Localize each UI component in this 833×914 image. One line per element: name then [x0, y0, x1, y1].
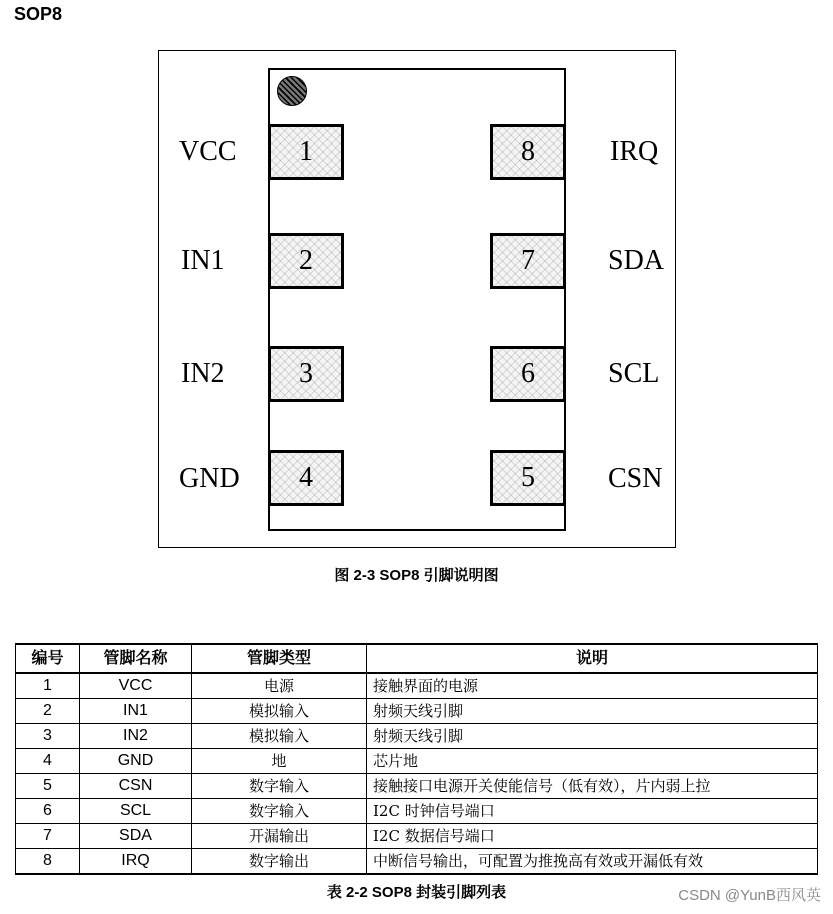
- pin-label-8: IRQ: [610, 136, 659, 167]
- cell-pin-type: 地: [192, 749, 367, 774]
- pin-label-2: IN1: [181, 245, 225, 276]
- table-row: [16, 774, 818, 799]
- pin-pad-5: 5: [490, 450, 566, 506]
- pin-label-5: CSN: [608, 463, 663, 494]
- cell-number: 6: [16, 799, 80, 824]
- cell-description: 射频天线引脚: [367, 724, 818, 749]
- pin-label-7: SDA: [608, 245, 665, 276]
- cell-description: 接触接口电源开关使能信号（低有效），片内弱上拉: [367, 774, 818, 799]
- pin-label-3: IN2: [181, 358, 225, 389]
- cell-number: 4: [16, 749, 80, 774]
- cell-pin-name: SCL: [80, 799, 192, 824]
- cell-pin-type: 数字输出: [192, 849, 367, 875]
- pin-label-4: GND: [179, 463, 240, 494]
- cell-description: 芯片地: [367, 749, 818, 774]
- cell-number: 2: [16, 699, 80, 724]
- cell-description: 射频天线引脚: [367, 699, 818, 724]
- header-description: 说明: [367, 644, 818, 673]
- pin-pad-8: 8: [490, 124, 566, 180]
- header-pin-name: 管脚名称: [80, 644, 192, 673]
- table-header-row: [16, 644, 818, 673]
- table-row: [16, 724, 818, 749]
- figure-caption: 图 2-3 SOP8 引脚说明图: [334, 567, 499, 584]
- pin-pad-7: 7: [490, 233, 566, 289]
- header-number: 编号: [16, 644, 80, 673]
- pin-pad-1: 1: [268, 124, 344, 180]
- cell-description: 中断信号输出，可配置为推挽高有效或开漏低有效: [367, 849, 818, 875]
- pin-label-1: VCC: [179, 136, 237, 167]
- section-heading: SOP8: [14, 4, 63, 24]
- pin-pad-2: 2: [268, 233, 344, 289]
- cell-description: 接触界面的电源: [367, 673, 818, 699]
- cell-pin-type: 开漏输出: [192, 824, 367, 849]
- cell-number: 3: [16, 724, 80, 749]
- table-caption: 表 2-2 SOP8 封装引脚列表: [326, 884, 507, 901]
- cell-description: I2C 数据信号端口: [367, 824, 818, 849]
- cell-pin-name: VCC: [80, 673, 192, 699]
- table-row: [16, 799, 818, 824]
- cell-description: I2C 时钟信号端口: [367, 799, 818, 824]
- pin-pad-4: 4: [268, 450, 344, 506]
- pin1-marker-icon: [277, 76, 307, 106]
- pin-label-6: SCL: [608, 358, 660, 389]
- cell-pin-type: 电源: [192, 673, 367, 699]
- pin-pad-6: 6: [490, 346, 566, 402]
- cell-pin-name: IN1: [80, 699, 192, 724]
- table-row: [16, 699, 818, 724]
- cell-number: 7: [16, 824, 80, 849]
- watermark: CSDN @YunB西风英: [678, 887, 821, 904]
- cell-pin-type: 模拟输入: [192, 699, 367, 724]
- pin-pad-3: 3: [268, 346, 344, 402]
- cell-pin-name: IN2: [80, 724, 192, 749]
- table-row: [16, 673, 818, 699]
- table-row: [16, 849, 818, 875]
- cell-pin-type: 数字输入: [192, 774, 367, 799]
- cell-number: 8: [16, 849, 80, 875]
- pin-table: [15, 643, 818, 875]
- cell-number: 5: [16, 774, 80, 799]
- cell-pin-name: IRQ: [80, 849, 192, 875]
- table-row: [16, 749, 818, 774]
- cell-pin-type: 数字输入: [192, 799, 367, 824]
- table-row: [16, 824, 818, 849]
- header-pin-type: 管脚类型: [192, 644, 367, 673]
- cell-pin-type: 模拟输入: [192, 724, 367, 749]
- cell-pin-name: GND: [80, 749, 192, 774]
- cell-pin-name: CSN: [80, 774, 192, 799]
- cell-pin-name: SDA: [80, 824, 192, 849]
- cell-number: 1: [16, 673, 80, 699]
